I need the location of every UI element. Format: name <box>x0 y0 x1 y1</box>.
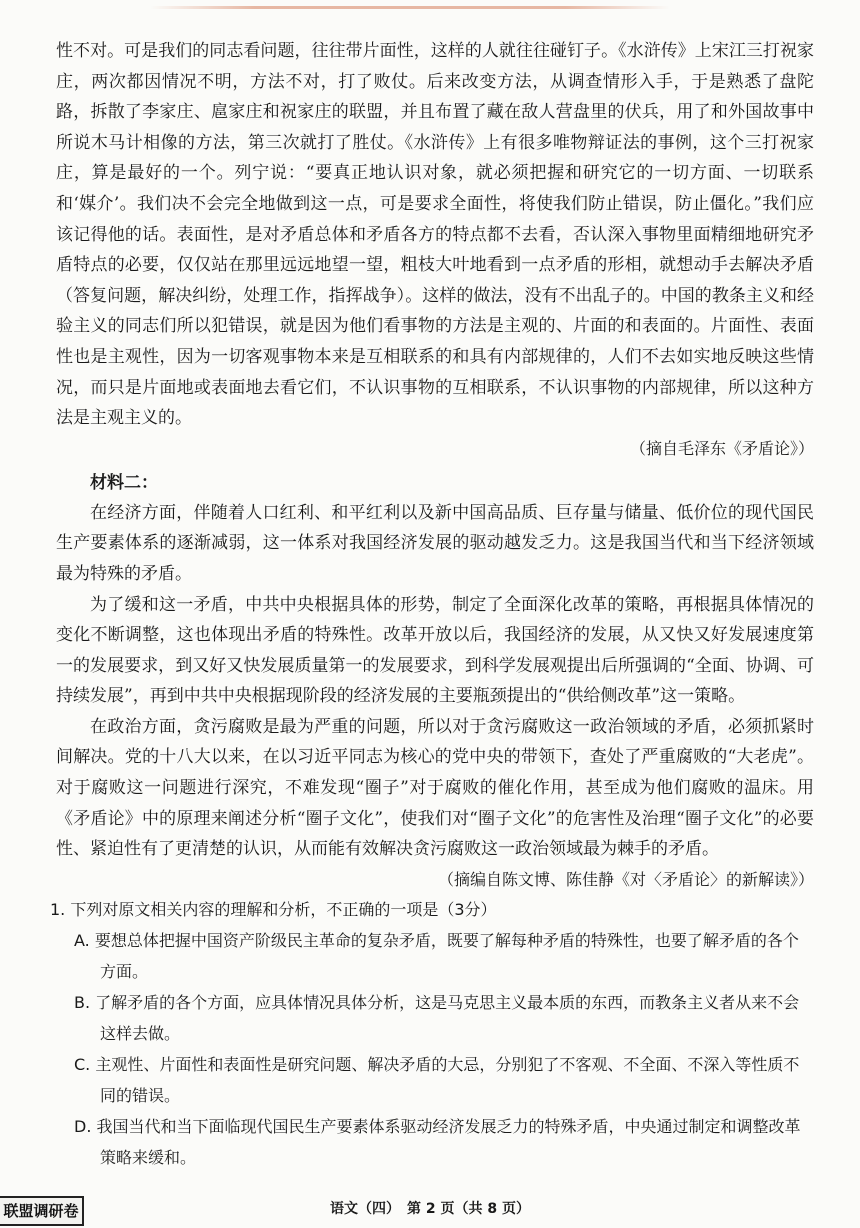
material2-paragraph-3: 在政治方面，贪污腐败是最为严重的问题，所以对于贪污腐败这一政治领域的矛盾，必须抓紧时间解决。党的十八大以来，在以习近平同志为核心的党中央的带领下，查处了严重腐败的“大老虎”。对于腐败这一问题进行深究，不难发现“圈子”对于腐败的催化作用，甚至成为他们腐败的温床。用《矛盾论》中的原理来阐述分析“圈子文化”，使我们对“圈子文化”的危害性及治理“圈子文化”的必要性、紧迫性有了更清楚的认识，从而能有效解决贪污腐败这一政治领域最为棘手的矛盾。 <box>56 716 814 860</box>
question-1-option-d: D. 我国当代和当下面临现代国民生产要素体系驱动经济发展乏力的特殊矛盾，中央通过制定和调整改革策略来缓和。 <box>74 1116 801 1167</box>
page-body <box>50 36 814 1173</box>
exam-series-stamp: 联盟调研卷 <box>0 1196 84 1226</box>
material2-paragraph-1: 在经济方面，伴随着人口红利、和平红利以及新中国高品质、巨存量与储量、低价位的现代国民生产要素体系的逐渐减弱，这一体系对我国经济发展的驱动越发乏力。这是我国当代和当下经济领域最为特殊的矛盾。 <box>56 502 814 584</box>
question-1-option-c: C. 主观性、片面性和表面性是研究问题、解决矛盾的大忌，分别犯了不客观、不全面、不深入等性质不同的错误。 <box>74 1054 800 1105</box>
page-footer: 语文（四） 第 2 页（共 8 页） <box>330 1201 530 1217</box>
material2-source: （摘编自陈文博、陈佳静《对〈矛盾论〉的新解读》） <box>437 869 814 889</box>
top-edge-mark <box>150 6 670 9</box>
material2-paragraph-2: 为了缓和这一矛盾，中共中央根据具体的形势，制定了全面深化改革的策略，再根据具体情况的变化不断调整，这也体现出矛盾的特殊性。改革开放以后，我国经济的发展，从又快又好发展速度第一的发展要求，到又好又快发展质量第一的发展要求，到科学发展观提出后所强调的“全面、协调、可持续发展”，再到中共中央根据现阶段的经济发展的主要瓶颈提出的“供给侧改革”这一策略。 <box>56 594 814 707</box>
material1-source: （摘自毛泽东《矛盾论》） <box>629 438 814 458</box>
question-1-option-b: B. 了解矛盾的各个方面，应具体情况具体分析，这是马克思主义最本质的东西，而教条主义者从来不会这样去做。 <box>74 992 800 1043</box>
question-1-option-a: A. 要想总体把握中国资产阶级民主革命的复杂矛盾，既要了解每种矛盾的特殊性，也要了解矛盾的各个方面。 <box>74 930 799 981</box>
material2-heading: 材料二： <box>90 472 158 493</box>
material1-paragraph: 性不对。可是我们的同志看问题，往往带片面性，这样的人就往往碰钉子。《水浒传》上宋江三打祝家庄，两次都因情况不明，方法不对，打了败仗。后来改变方法，从调查情形入手，于是熟悉了盘陀路，拆散了李家庄、扈家庄和祝家庄的联盟，并且布置了藏在敌人营盘里的伏兵，用了和外国故事中所说木马计相像的方法，第三次就打了胜仗。《水浒传》上有很多唯物辩证法的事例，这个三打祝家庄，算是最好的一个。列宁说：“要真正地认识对象，就必须把握和研究它的一切方面、一切联系和‘媒介’。我们决不会完全地做到这一点，可是要求全面性，将使我们防止错误，防止僵化。”我们应该记得他的话。表面性，是对矛盾总体和矛盾各方的特点都不去看，否认深入事物里面精细地研究矛盾特点的必要，仅仅站在那里远远地望一望，粗枝大叶地看到一点矛盾的形相，就想动手去解决矛盾（答复问题，解决纠纷，处理工作，指挥战争）。这样的做法，没有不出乱子的。中国的教条主义和经验主义的同志们所以犯错误，就是因为他们看事物的方法是主观的、片面的和表面的。片面性、表面性也是主观性，因为一切客观事物本来是互相联系的和具有内部规律的，人们不去如实地反映这些情况，而只是片面地或表面地去看它们，不认识事物的互相联系，不认识事物的内部规律，所以这种方法是主观主义的。 <box>56 41 814 429</box>
question-1-stem: 1. 下列对原文相关内容的理解和分析，不正确的一项是（3分） <box>50 899 497 919</box>
